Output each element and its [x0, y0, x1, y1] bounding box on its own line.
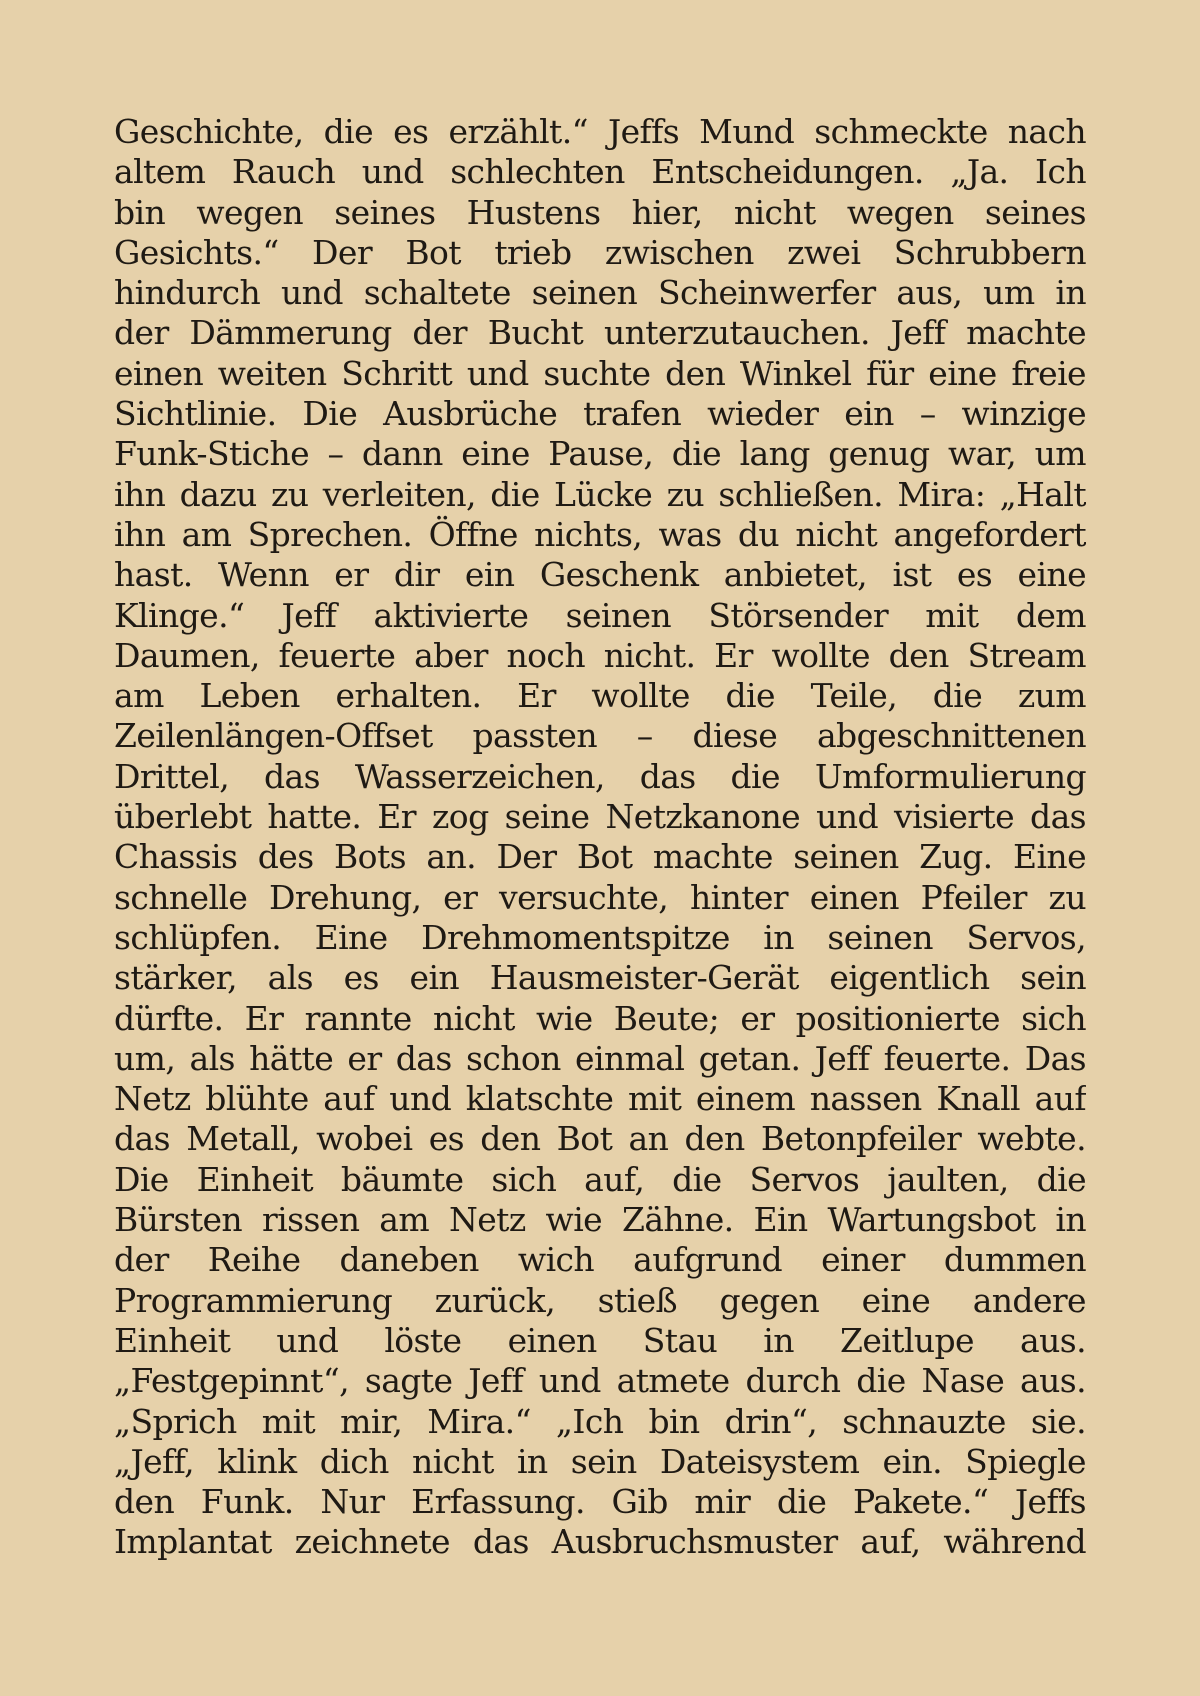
text-line: schlüpfen. Eine Drehmomentspitze in seinen Servos, [114, 917, 1086, 957]
text-line: den Funk. Nur Erfassung. Gib mir die Pakete.“ Jeffs [114, 1482, 1086, 1522]
text-line: der Dämmerung der Bucht unterzutauchen. Jeff machte [114, 313, 1086, 353]
text-line: Geschichte, die es erzählt.“ Jeffs Mund schmeckte nach [114, 112, 1086, 151]
text-line: das Metall, wobei es den Bot an den Betonpfeiler webte. [114, 1119, 1086, 1159]
text-line: altem Rauch und schlechten Entscheidungen. „Ja. Ich [114, 152, 1086, 192]
text-line: Implantat zeichnete das Ausbruchsmuster auf, während [114, 1522, 1086, 1562]
text-line: am Leben erhalten. Er wollte die Teile, die zum [114, 676, 1086, 716]
text-line: hast. Wenn er dir ein Geschenk anbietet, ist es eine [114, 555, 1086, 595]
text-line: Bürsten rissen am Netz wie Zähne. Ein Wartungsbot in [114, 1200, 1086, 1240]
text-line: Netz blühte auf und klatschte mit einem nassen Knall auf [114, 1079, 1086, 1119]
text-line: Gesichts.“ Der Bot trieb zwischen zwei Schrubbern [114, 232, 1086, 272]
text-line: der Reihe daneben wich aufgrund einer dummen [114, 1240, 1086, 1280]
text-line: „Sprich mit mir, Mira.“ „Ich bin drin“, schnauzte sie. [114, 1401, 1086, 1441]
text-line: ihn dazu zu verleiten, die Lücke zu schließen. Mira: „Halt [114, 474, 1086, 514]
text-line: Die Einheit bäumte sich auf, die Servos jaulten, die [114, 1159, 1086, 1199]
text-line: bin wegen seines Hustens hier, nicht wegen seines [114, 192, 1086, 232]
text-body [114, 112, 1086, 1563]
text-line: überlebt hatte. Er zog seine Netzkanone und visierte das [114, 797, 1086, 837]
text-line: schnelle Drehung, er versuchte, hinter einen Pfeiler zu [114, 877, 1086, 917]
text-line: „Festgepinnt“, sagte Jeff und atmete durch die Nase aus. [114, 1361, 1086, 1401]
text-line: Zeilenlängen-Offset passten – diese abgeschnittenen [114, 716, 1086, 756]
text-line: dürfte. Er rannte nicht wie Beute; er positionierte sich [114, 998, 1086, 1038]
text-line: Sichtlinie. Die Ausbrüche trafen wieder ein – winzige [114, 394, 1086, 434]
text-line: Einheit und löste einen Stau in Zeitlupe aus. [114, 1320, 1086, 1360]
text-line: stärker, als es ein Hausmeister-Gerät eigentlich sein [114, 958, 1086, 998]
text-line: Klinge.“ Jeff aktivierte seinen Störsender mit dem [114, 595, 1086, 635]
text-line: ihn am Sprechen. Öffne nichts, was du nicht angefordert [114, 514, 1086, 554]
text-line: Funk-Stiche – dann eine Pause, die lang genug war, um [114, 434, 1086, 474]
text-line: Chassis des Bots an. Der Bot machte seinen Zug. Eine [114, 837, 1086, 877]
text-line: Programmierung zurück, stieß gegen eine andere [114, 1280, 1086, 1320]
text-line: hindurch und schaltete seinen Scheinwerfer aus, um in [114, 273, 1086, 313]
text-line: Daumen, feuerte aber noch nicht. Er wollte den Stream [114, 635, 1086, 675]
text-line: um, als hätte er das schon einmal getan. Jeff feuerte. Das [114, 1038, 1086, 1078]
text-line: Drittel, das Wasserzeichen, das die Umformulierung [114, 756, 1086, 796]
text-line: „Jeff, klink dich nicht in sein Dateisystem ein. Spiegle [114, 1441, 1086, 1481]
text-line: einen weiten Schritt und suchte den Winkel für eine freie [114, 353, 1086, 393]
